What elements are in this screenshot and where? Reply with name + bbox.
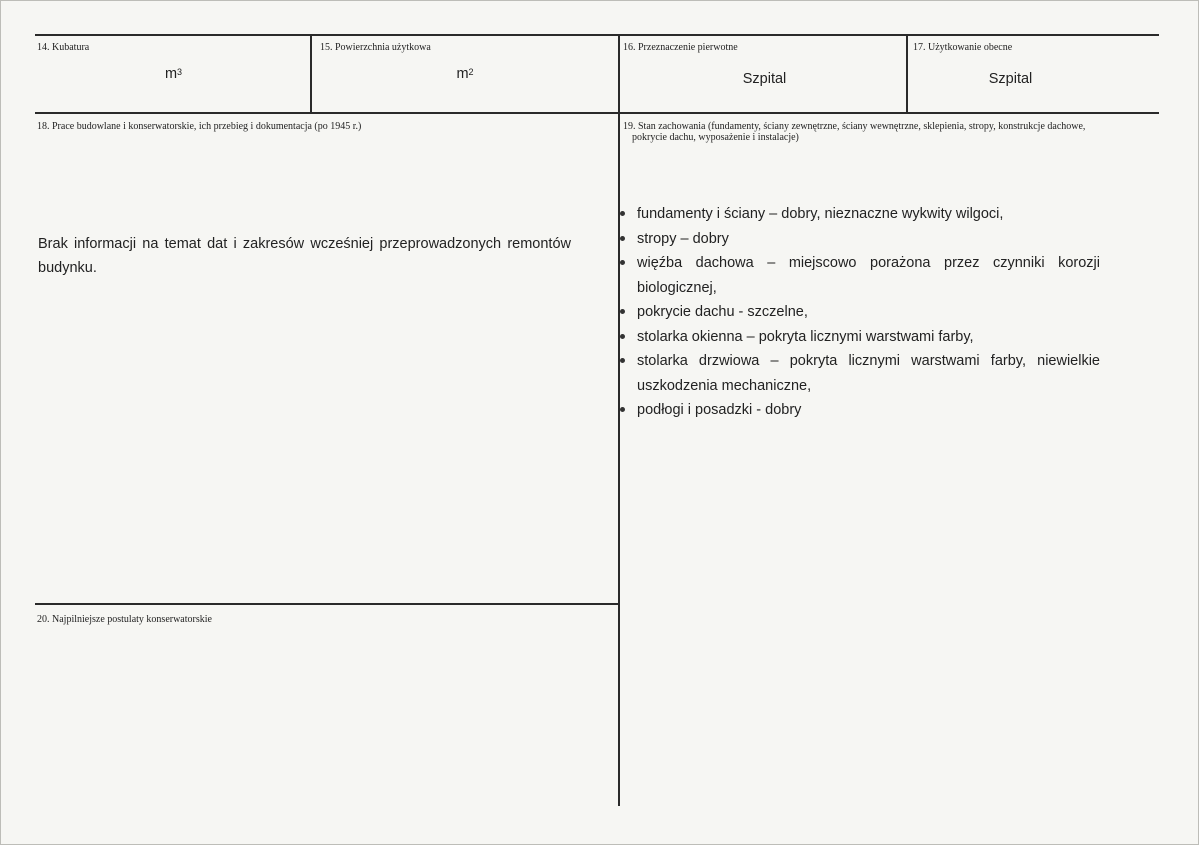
condition-item-text: podłogi i posadzki - dobry (637, 402, 802, 418)
field-15-label: 15. Powierzchnia użytkowa (320, 42, 431, 53)
field-14-unit: m (164, 66, 178, 82)
col-divider-1 (310, 34, 312, 114)
condition-item (620, 398, 1100, 423)
field-16-label: 16. Przeznaczenie pierwotne (623, 42, 738, 53)
condition-item-text: stropy – dobry (637, 230, 729, 247)
field-17-value: Szpital (988, 71, 1033, 87)
bullet-icon (620, 358, 625, 363)
condition-item (620, 300, 1100, 325)
field-19-label-line-1: 19. Stan zachowania (fundamenty, ściany zewnętrzne, ściany wewnętrzne, sklepienia, stropy, konstrukcje dachowe, (623, 121, 1086, 132)
condition-item-text: stolarka drzwiowa – pokryta licznymi warstwami farby, niewielkie uszkodzenia mechaniczne, (637, 353, 1100, 394)
col-divider-3 (906, 34, 908, 114)
field-15-exponent: 2 (468, 67, 474, 77)
condition-item-text: więźba dachowa – miejscowo porażona przez czynniki korozji biologicznej, (637, 255, 1100, 296)
bullet-icon (620, 236, 625, 241)
bullet-icon (620, 211, 625, 216)
field-18-label: 18. Prace budowlane i konserwatorskie, ich przebieg i dokumentacja (po 1945 r.) (37, 121, 362, 132)
field-20-label: 20. Najpilniejsze postulaty konserwatorskie (37, 614, 212, 625)
field-16-value: Szpital (742, 71, 787, 87)
field-14-exponent: 3 (177, 67, 183, 77)
row-divider-2 (35, 603, 620, 605)
row-divider-1 (35, 112, 1159, 114)
field-17-label: 17. Użytkowanie obecne (913, 42, 1013, 53)
bullet-icon (620, 407, 625, 412)
condition-item-text: stolarka okienna – pokryta licznymi warstwami farby, (637, 328, 974, 345)
bullet-icon (620, 309, 625, 314)
condition-item (620, 227, 1100, 252)
field-15-unit: m (456, 66, 469, 82)
field-14-value (37, 66, 310, 82)
top-rule (35, 34, 1159, 36)
bullet-icon (620, 334, 625, 339)
condition-item (620, 251, 1100, 300)
condition-item-text: fundamenty i ściany – dobry, nieznaczne wykwity wilgoci, (637, 206, 1004, 222)
field-14-label: 14. Kubatura (37, 42, 90, 53)
field-18-text: Brak informacji na temat dat i zakresów wcześniej przeprowadzonych remontów budynku. (38, 236, 571, 276)
condition-item (620, 202, 1100, 227)
field-19-label-line-2: pokrycie dachu, wyposażenie i instalacje) (632, 132, 799, 143)
condition-item (620, 349, 1100, 398)
bullet-icon (620, 260, 625, 265)
condition-item-text: pokrycie dachu - szczelne, (637, 304, 808, 320)
condition-item (620, 325, 1100, 350)
field-15-value (320, 66, 610, 82)
condition-list (620, 202, 1100, 423)
